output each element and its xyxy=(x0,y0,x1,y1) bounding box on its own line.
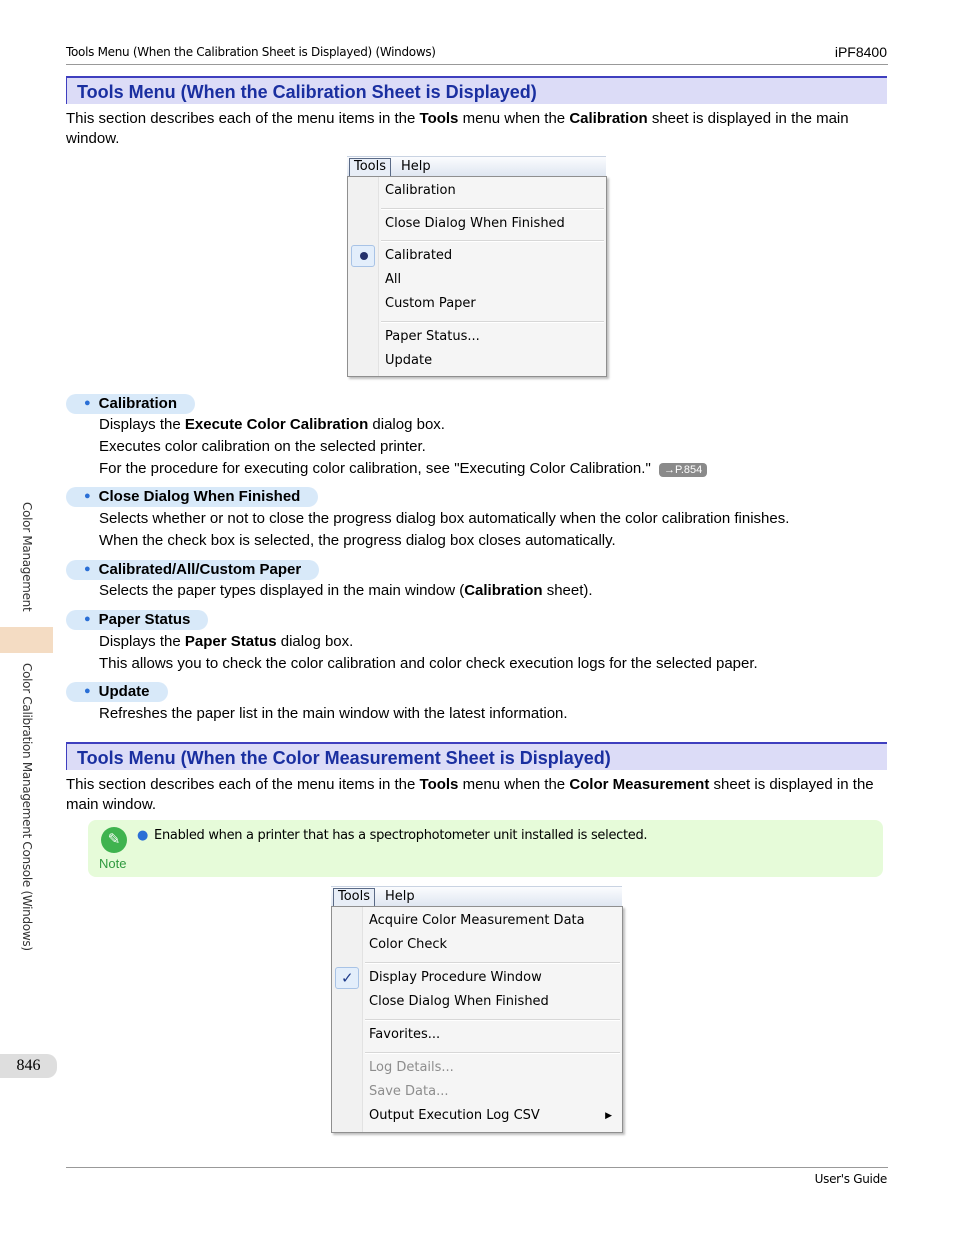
sidebar-tab-marker xyxy=(0,627,53,653)
menu-item-update[interactable]: Update xyxy=(385,353,433,368)
submenu-arrow-icon: ▶ xyxy=(605,1111,612,1121)
check-selected-indicator xyxy=(335,967,359,989)
header-divider xyxy=(66,64,888,65)
menu-tab-tools[interactable]: Tools xyxy=(349,158,391,177)
menu-separator xyxy=(365,1019,620,1021)
bullet-update-desc: Refreshes the paper list in the main window with the latest information. xyxy=(99,705,568,722)
tools-dropdown xyxy=(331,906,623,1133)
page-number: 846 xyxy=(0,1054,57,1078)
menubar xyxy=(331,886,622,906)
menu-separator xyxy=(381,208,604,210)
menu-gutter xyxy=(348,177,379,376)
menu-item-acquire-measurement[interactable]: Acquire Color Measurement Data xyxy=(369,913,585,928)
footer-guide-label: User's Guide xyxy=(814,1172,887,1186)
radio-dot-icon xyxy=(360,252,368,260)
bullet-close-dialog-desc: Selects whether or not to close the progress dialog box automatically when the color calibration finishes. When the check box is selected, the progress dialog box closes automatically. xyxy=(99,510,790,549)
bullet-update: ● Update xyxy=(66,682,168,702)
menu-item-output-log-csv[interactable]: Output Execution Log CSV xyxy=(369,1108,540,1123)
bullet-dot-icon: ● xyxy=(137,828,149,843)
section-title-color-measurement: Tools Menu (When the Color Measurement Sheet is Displayed) xyxy=(66,742,887,770)
menu-item-color-check[interactable]: Color Check xyxy=(369,937,448,952)
bullet-paper-status-desc: Displays the Paper Status dialog box. This allows you to check the color calibration and color check execution logs for the selected paper. xyxy=(99,633,758,672)
menu-item-calibration[interactable]: Calibration xyxy=(385,183,456,198)
menu-separator xyxy=(381,321,604,323)
radio-selected-indicator xyxy=(351,245,375,267)
menubar xyxy=(347,156,606,176)
bullet-paper-filter-desc: Selects the paper types displayed in the main window (Calibration sheet). xyxy=(99,582,593,599)
menu-tab-help[interactable]: Help xyxy=(385,889,415,904)
section2-intro: This section describes each of the menu items in the Tools menu when the Color Measurement sheet is displayed in the main window. xyxy=(66,776,874,813)
running-header-title: Tools Menu (When the Calibration Sheet is Displayed) (Windows) xyxy=(66,45,436,59)
bullet-dot-icon: ● xyxy=(84,563,91,575)
menu-separator xyxy=(365,962,620,964)
menu-item-favorites[interactable]: Favorites... xyxy=(369,1027,441,1042)
printer-model: iPF8400 xyxy=(834,44,887,60)
bullet-dot-icon: ● xyxy=(84,685,91,697)
footer-divider xyxy=(66,1167,888,1168)
section1-intro: This section describes each of the menu items in the Tools menu when the Calibration sheet is displayed in the main window. xyxy=(66,110,849,147)
checkmark-icon: ✓ xyxy=(341,969,354,987)
menu-item-calibrated[interactable]: Calibrated xyxy=(385,248,453,263)
bullet-dot-icon: ● xyxy=(84,490,91,502)
menu-item-all[interactable]: All xyxy=(385,272,402,287)
menu-item-custom-paper[interactable]: Custom Paper xyxy=(385,296,476,311)
sidebar-section-label: Color Calibration Management Console (Windows) xyxy=(20,663,34,951)
note-label: Note xyxy=(99,856,127,871)
menu-tab-help[interactable]: Help xyxy=(401,159,431,174)
menu-item-save-data[interactable]: Save Data... xyxy=(369,1084,449,1099)
page-reference-link[interactable]: →P.854 xyxy=(659,463,707,477)
bullet-calibration-desc: Displays the Execute Color Calibration dialog box. Executes color calibration on the selected printer. For the procedure for executing color calibration, see "Executing Color Calibration." →P.854 xyxy=(99,414,707,480)
bullet-dot-icon: ● xyxy=(84,397,91,409)
bullet-paper-status: ● Paper Status xyxy=(66,610,208,630)
bullet-close-dialog: ● Close Dialog When Finished xyxy=(66,487,318,507)
menu-tab-tools[interactable]: Tools xyxy=(333,888,375,907)
section-title-calibration: Tools Menu (When the Calibration Sheet is Displayed) xyxy=(66,76,887,104)
pencil-icon: ✎ xyxy=(101,827,127,853)
menu-item-display-procedure[interactable]: Display Procedure Window xyxy=(369,970,542,985)
bullet-dot-icon: ● xyxy=(84,613,91,625)
sidebar-chapter-label: Color Management xyxy=(20,502,34,612)
menu-item-close-dialog[interactable]: Close Dialog When Finished xyxy=(369,994,549,1009)
menu-item-close-dialog[interactable]: Close Dialog When Finished xyxy=(385,216,565,231)
menu-item-paper-status[interactable]: Paper Status... xyxy=(385,329,480,344)
tools-dropdown xyxy=(347,176,607,377)
menu-gutter xyxy=(332,907,363,1132)
bullet-calibration: ● Calibration xyxy=(66,394,195,414)
menu-item-log-details[interactable]: Log Details... xyxy=(369,1060,454,1075)
note-text: ● Enabled when a printer that has a spectrophotometer unit installed is selected. xyxy=(137,828,648,843)
bullet-paper-filter: ● Calibrated/All/Custom Paper xyxy=(66,560,319,580)
menu-separator xyxy=(381,240,604,242)
menu-separator xyxy=(365,1052,620,1054)
